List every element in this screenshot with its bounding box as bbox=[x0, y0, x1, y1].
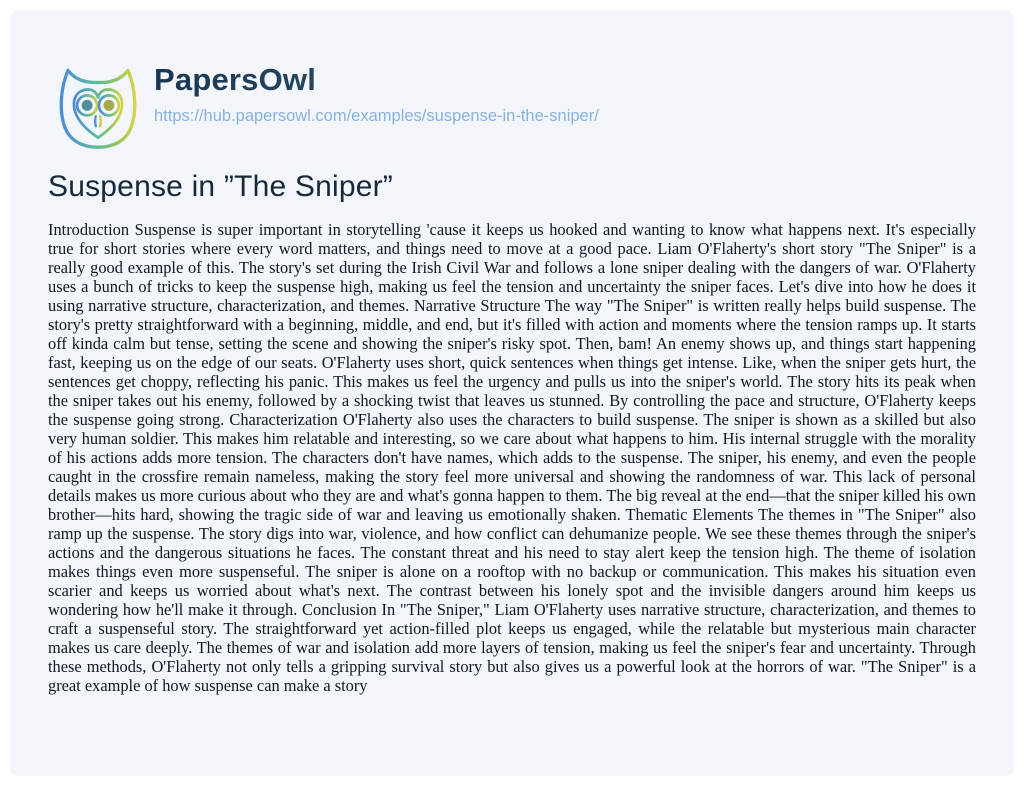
document-card bbox=[10, 10, 1014, 776]
header bbox=[48, 58, 976, 150]
source-url-link[interactable]: https://hub.papersowl.com/examples/suspense-in-the-sniper/ bbox=[154, 107, 599, 125]
brand-title: PapersOwl bbox=[154, 62, 599, 98]
brand-block bbox=[154, 58, 599, 126]
page-title: Suspense in ”The Sniper” bbox=[48, 170, 393, 203]
owl-icon bbox=[48, 58, 148, 150]
article-body-text: Introduction Suspense is super important in storytelling 'cause it keeps us hooked and wanting to know what happens next. It's especially true for short stories where every word matters, and things need to move at a good pace. Liam O'Flaherty's short story "The Sniper" is a really good example of this. The story's set during the Irish Civil War and follows a lone sniper dealing with the dangers of war. O'Flaherty uses a bunch of tricks to keep the suspense high, making us feel the tension and uncertainty the sniper faces. Let's dive into how he does it using narrative structure, characterization, and themes. Narrative Structure The way "The Sniper" is written really helps build suspense. The story's pretty straightforward with a beginning, middle, and end, but it's filled with action and moments where the tension ramps up. It starts off kinda calm but tense, setting the scene and showing the sniper's risky spot. Then, bam! An enemy shows up, and things start happening fast, keeping us on the edge of our seats. O'Flaherty uses short, quick sentences when things get intense. Like, when the sniper gets hurt, the sentences get choppy, reflecting his panic. This makes us feel the urgency and pulls us into the sniper's world. The story hits its peak when the sniper takes out his enemy, followed by a shocking twist that leaves us stunned. By controlling the pace and structure, O'Flaherty keeps the suspense going strong. Characterization O'Flaherty also uses the characters to build suspense. The sniper is shown as a skilled but also very human soldier. This makes him relatable and interesting, so we care about what happens to him. His internal struggle with the morality of his actions adds more tension. The characters don't have names, which adds to the suspense. The sniper, his enemy, and even the people caught in the crossfire remain nameless, making the story feel more universal and showing the randomness of war. This lack of personal details makes us more curious about who they are and what's gonna happen to them. The big reveal at the end—that the sniper killed his own brother—hits hard, showing the tragic side of war and leaving us emotionally shaken. Thematic Elements The themes in "The Sniper" also ramp up the suspense. The story digs into war, violence, and how conflict can dehumanize people. We see these themes through the sniper's actions and the dangerous situations he faces. The constant threat and his need to stay alert keep the tension high. The theme of isolation makes things even more suspenseful. The sniper is alone on a rooftop with no backup or communication. This makes his situation even scarier and keeps us worried about what's next. The contrast between his lonely spot and the invisible dangers around him keeps us wondering how he'll make it through. Conclusion In "The Sniper," Liam O'Flaherty uses narrative structure, characterization, and themes to craft a suspenseful story. The straightforward yet action-filled plot keeps us engaged, while the relatable but mysterious main character makes us care deeply. The themes of war and isolation add more layers of tension, making us feel the sniper's fear and uncertainty. Through these methods, O'Flaherty not only tells a gripping survival story but also gives us a powerful look at the horrors of war. "The Sniper" is a great example of how suspense can make a story bbox=[48, 220, 976, 695]
